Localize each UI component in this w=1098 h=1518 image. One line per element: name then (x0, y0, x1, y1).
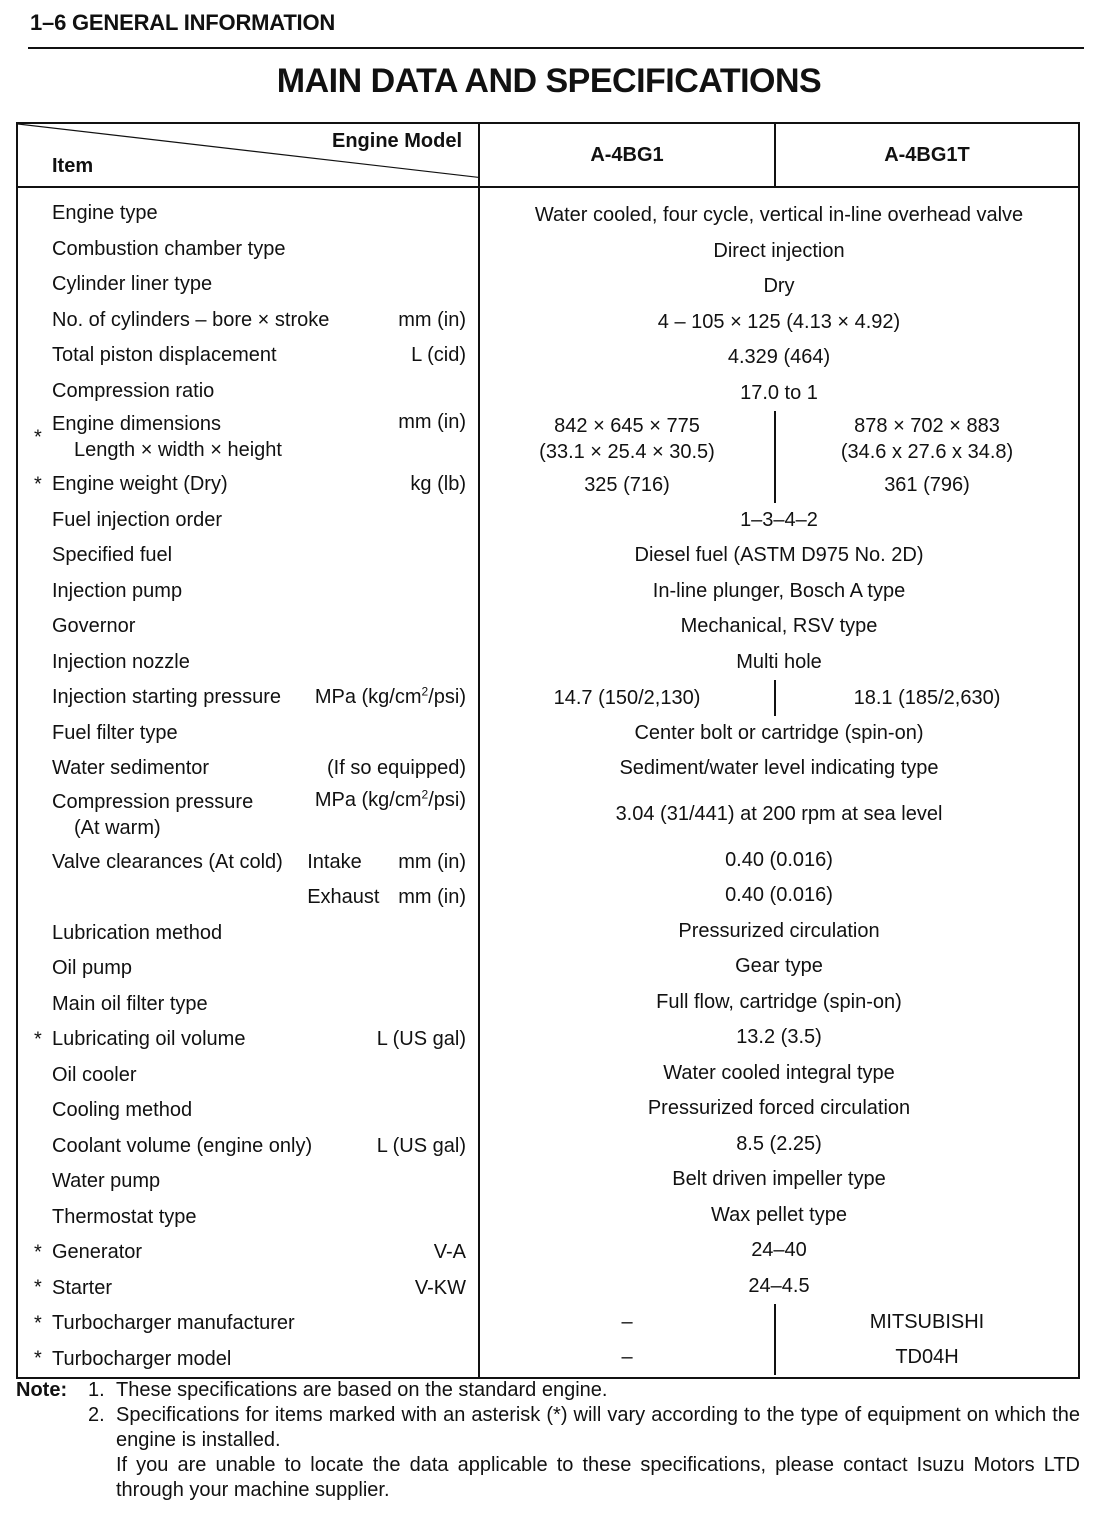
item-name: Governor (52, 615, 136, 638)
unit-part: /psi) (428, 686, 466, 709)
item-name: Starter (52, 1276, 113, 1299)
value-text: MITSUBISHI (869, 1310, 985, 1333)
value-model-a (480, 1304, 776, 1340)
value-model-a (480, 411, 776, 467)
table-header-row (17, 123, 1079, 187)
table-row-item (18, 1058, 478, 1094)
table-row-item (18, 1164, 478, 1200)
value-model-b (776, 467, 1078, 503)
table-row-item (18, 1235, 478, 1271)
value-text: 0.40 (0.016) (725, 848, 833, 871)
item-name: Fuel filter type (52, 721, 178, 744)
value-model-a (480, 467, 776, 503)
value-line: 878 × 702 × 883 (854, 415, 1000, 437)
table-row-item (18, 1306, 478, 1342)
table-body-row (17, 187, 1079, 1378)
table-row-item (18, 951, 478, 987)
table-row-value (480, 538, 1078, 574)
note-label: Note: (16, 1379, 68, 1401)
table-row-value (480, 376, 1078, 412)
item-unit: V-KW (414, 1276, 466, 1299)
item-name: Specified fuel (52, 544, 173, 567)
note-text: If you are unable to locate the data applicable to these specifications, please contact Isuzu Motors LTD through your machine supplier. (116, 1454, 1080, 1501)
table-row-item (18, 574, 478, 610)
value-text: 0.40 (0.016) (725, 884, 833, 907)
value-text: 325 (716) (584, 473, 670, 496)
table-row-value (480, 1233, 1078, 1269)
value-text: Sediment/water level indicating type (619, 757, 939, 780)
table-row-value (480, 340, 1078, 376)
table-row-value (480, 878, 1078, 914)
item-name: Water pump (52, 1170, 161, 1193)
value-text: Pressurized circulation (678, 919, 880, 942)
table-row-item (18, 751, 478, 787)
value-text: Mechanical, RSV type (680, 615, 878, 638)
value-line: 842 × 645 × 775 (554, 415, 700, 437)
split-values (480, 411, 1078, 467)
table-row-item (18, 987, 478, 1023)
unit-superscript: 2 (421, 786, 429, 801)
valve-clearance-cells (52, 851, 466, 874)
value-model-a (480, 680, 776, 716)
asterisk-marker: * (34, 1276, 42, 1299)
table-row-item (18, 503, 478, 539)
table-row-value (480, 1304, 1078, 1340)
item-name: Combustion chamber type (52, 237, 286, 260)
value-model-b (776, 1304, 1078, 1340)
item-sub-label: Length × width × height (74, 439, 282, 461)
unit-part: MPa (kg/cm (314, 686, 422, 709)
table-row-value (480, 751, 1078, 787)
table-row-item (18, 232, 478, 268)
value-text: 24–4.5 (748, 1274, 810, 1297)
value-text: 4 – 105 × 125 (4.13 × 4.92) (657, 310, 901, 333)
table-row-item (18, 1342, 478, 1378)
table-row-value (480, 1162, 1078, 1198)
table-row-item (18, 1129, 478, 1165)
item-name (52, 886, 307, 909)
engine-model-label: Engine Model (332, 130, 462, 152)
item-name: Compression pressure (52, 790, 254, 813)
table-row-item (18, 609, 478, 645)
valve-clearance-cells (52, 886, 466, 909)
asterisk-marker: * (34, 1028, 42, 1051)
value-text: Gear type (735, 955, 823, 978)
table-row-value (480, 1091, 1078, 1127)
value-text: Multi hole (736, 650, 822, 673)
table-row-value (480, 680, 1078, 716)
table-row-value (480, 645, 1078, 681)
table-row-value (480, 305, 1078, 341)
note-number: 1. (88, 1379, 105, 1401)
value-text: – (621, 1310, 633, 1333)
value-text: Diesel fuel (ASTM D975 No. 2D) (634, 544, 924, 567)
item-name: Injection nozzle (52, 650, 190, 673)
note-line (16, 1378, 1080, 1403)
item-name: Coolant volume (engine only) (52, 1134, 313, 1157)
values-column (479, 187, 1079, 1378)
table-row-item (18, 787, 478, 845)
item-name: Injection pump (52, 579, 183, 602)
table-row-item (18, 374, 478, 410)
value-line: (33.1 × 25.4 × 30.5) (539, 441, 715, 463)
table-row-item (18, 845, 478, 881)
table-row-item (18, 880, 478, 916)
item-name: Oil pump (52, 957, 133, 980)
unit-part: MPa (kg/cm (314, 788, 422, 811)
table-row-item (18, 538, 478, 574)
note-text: These specifications are based on the standard engine. (116, 1379, 608, 1401)
asterisk-marker: * (34, 426, 42, 449)
item-unit: L (cid) (411, 344, 466, 367)
table-row-value (480, 1020, 1078, 1056)
value-text: – (621, 1346, 633, 1369)
item-sub-label: Intake (307, 850, 362, 873)
table-row-value (480, 1198, 1078, 1234)
table-row-item (18, 303, 478, 339)
table-row-value (480, 198, 1078, 234)
item-unit: kg (lb) (410, 473, 466, 496)
item-unit: mm (in) (398, 886, 466, 909)
note-line (16, 1403, 1080, 1453)
value-text: Dry (763, 275, 795, 298)
item-name: Engine dimensions (52, 413, 221, 435)
item-unit (315, 686, 466, 709)
items-column (17, 187, 479, 1378)
note-number (88, 1453, 116, 1503)
unit-part: /psi) (428, 788, 466, 811)
split-values (480, 1340, 1078, 1376)
table-row-item (18, 645, 478, 681)
item-name: No. of cylinders – bore × stroke (52, 308, 330, 331)
table-row-item (18, 1271, 478, 1307)
item-name: Turbocharger model (52, 1347, 232, 1370)
value-block (841, 413, 1013, 465)
table-row-value (480, 503, 1078, 539)
table-row-item (18, 1022, 478, 1058)
note-text: Specifications for items marked with an asterisk (*) will vary according to the type of equipment on which the engine is installed. (116, 1404, 1080, 1451)
table-row-item (18, 409, 478, 467)
item-name: Engine type (52, 202, 158, 225)
value-text: In-line plunger, Bosch A type (652, 579, 906, 602)
table-row-value (480, 949, 1078, 985)
value-text: 361 (796) (884, 473, 970, 496)
item-name: Valve clearances (At cold) (52, 850, 283, 873)
item-unit: mm (in) (398, 850, 466, 873)
table-row-item (18, 338, 478, 374)
table-row-value (480, 574, 1078, 610)
value-model-b (776, 411, 1078, 467)
note-line (16, 1453, 1080, 1503)
table-row-value (480, 843, 1078, 879)
item-name: Water sedimentor (52, 757, 210, 780)
table-row-value (480, 1269, 1078, 1305)
asterisk-marker: * (34, 1241, 42, 1264)
table-row-value (480, 609, 1078, 645)
spacer (18, 188, 478, 196)
asterisk-marker: * (34, 473, 42, 496)
item-sub-label: Exhaust (307, 886, 380, 909)
item-sub-label: (At warm) (74, 816, 161, 839)
value-text: Wax pellet type (711, 1203, 847, 1226)
table-row-value (480, 1056, 1078, 1092)
spacer (480, 190, 1078, 198)
split-values (480, 680, 1078, 716)
value-text: Center bolt or cartridge (spin-on) (634, 721, 924, 744)
split-values (480, 1304, 1078, 1340)
item-name: Lubricating oil volume (52, 1028, 246, 1051)
value-text: 24–40 (751, 1239, 807, 1262)
value-line: (34.6 x 27.6 x 34.8) (840, 441, 1014, 463)
value-block (539, 413, 715, 465)
spec-table-frame (16, 122, 1080, 1374)
value-text: Full flow, cartridge (spin-on) (656, 990, 902, 1013)
value-text: 13.2 (3.5) (736, 1026, 822, 1049)
item-name: Thermostat type (52, 1205, 197, 1228)
table-row-item (18, 196, 478, 232)
table-row-value (480, 467, 1078, 503)
table-row-value (480, 716, 1078, 752)
item-name: Cooling method (52, 1099, 193, 1122)
value-model-a (480, 1340, 776, 1376)
item-name: Total piston displacement (52, 344, 277, 367)
spec-table (16, 122, 1080, 1379)
value-text: Pressurized forced circulation (647, 1097, 911, 1120)
table-row-item (18, 916, 478, 952)
value-model-b (776, 1340, 1078, 1376)
table-row-value (480, 787, 1078, 843)
value-text: 8.5 (2.25) (736, 1132, 822, 1155)
item-name-block (52, 411, 398, 463)
value-text: 18.1 (185/2,630) (853, 686, 1001, 709)
table-row-value (480, 1340, 1078, 1376)
item-unit: L (US gal) (376, 1134, 466, 1157)
asterisk-marker: * (34, 1312, 42, 1335)
table-row-item (18, 1093, 478, 1129)
value-text: 1–3–4–2 (740, 508, 818, 531)
item-name: Generator (52, 1241, 143, 1264)
table-row-item (18, 467, 478, 503)
item-name: Fuel injection order (52, 508, 223, 531)
value-text: TD04H (895, 1346, 959, 1369)
value-text: 14.7 (150/2,130) (553, 686, 701, 709)
item-name: Lubrication method (52, 921, 223, 944)
model-header-a: A-4BG1 (479, 123, 775, 187)
value-text: 17.0 to 1 (740, 381, 818, 404)
item-name: Injection starting pressure (52, 686, 282, 709)
value-text: Water cooled integral type (663, 1061, 895, 1084)
item-name-block (52, 789, 315, 841)
table-row-value (480, 411, 1078, 467)
item-unit: mm (in) (398, 308, 466, 331)
item-name: Main oil filter type (52, 992, 208, 1015)
item-name: Compression ratio (52, 379, 215, 402)
item-name: Engine weight (Dry) (52, 473, 228, 496)
page-title: MAIN DATA AND SPECIFICATIONS (276, 62, 822, 100)
table-row-value (480, 1127, 1078, 1163)
header-rule (28, 47, 1084, 49)
item-unit: (If so equipped) (327, 757, 466, 780)
value-text: Belt driven impeller type (672, 1168, 886, 1191)
corner-header (17, 123, 479, 187)
value-text: Water cooled, four cycle, vertical in-line overhead valve (534, 204, 1024, 227)
model-header-b: A-4BG1T (775, 123, 1079, 187)
value-text: 3.04 (31/441) at 200 rpm at sea level (615, 803, 943, 825)
split-values (480, 467, 1078, 503)
item-name: Oil cooler (52, 1063, 137, 1086)
item-unit (314, 786, 466, 812)
asterisk-marker: * (34, 1347, 42, 1370)
table-row-item (18, 716, 478, 752)
item-unit: V-A (433, 1241, 466, 1264)
unit-superscript: 2 (421, 684, 429, 699)
table-row-value (480, 914, 1078, 950)
table-row-value (480, 269, 1078, 305)
item-name: Turbocharger manufacturer (52, 1312, 295, 1335)
table-row-item (18, 1200, 478, 1236)
table-row-item (18, 680, 478, 716)
notes-section (16, 1378, 1080, 1503)
item-name: Cylinder liner type (52, 273, 213, 296)
value-text: 4.329 (464) (727, 346, 831, 369)
table-row-value (480, 234, 1078, 270)
value-model-b (776, 680, 1078, 716)
item-unit: mm (in) (398, 411, 466, 433)
table-row-item (18, 267, 478, 303)
table-row-value (480, 985, 1078, 1021)
section-header: 1–6 GENERAL INFORMATION (30, 10, 336, 35)
note-number: 2. (88, 1404, 105, 1426)
value-text: Direct injection (713, 239, 845, 262)
item-label: Item (52, 155, 94, 177)
item-unit: L (US gal) (376, 1028, 466, 1051)
